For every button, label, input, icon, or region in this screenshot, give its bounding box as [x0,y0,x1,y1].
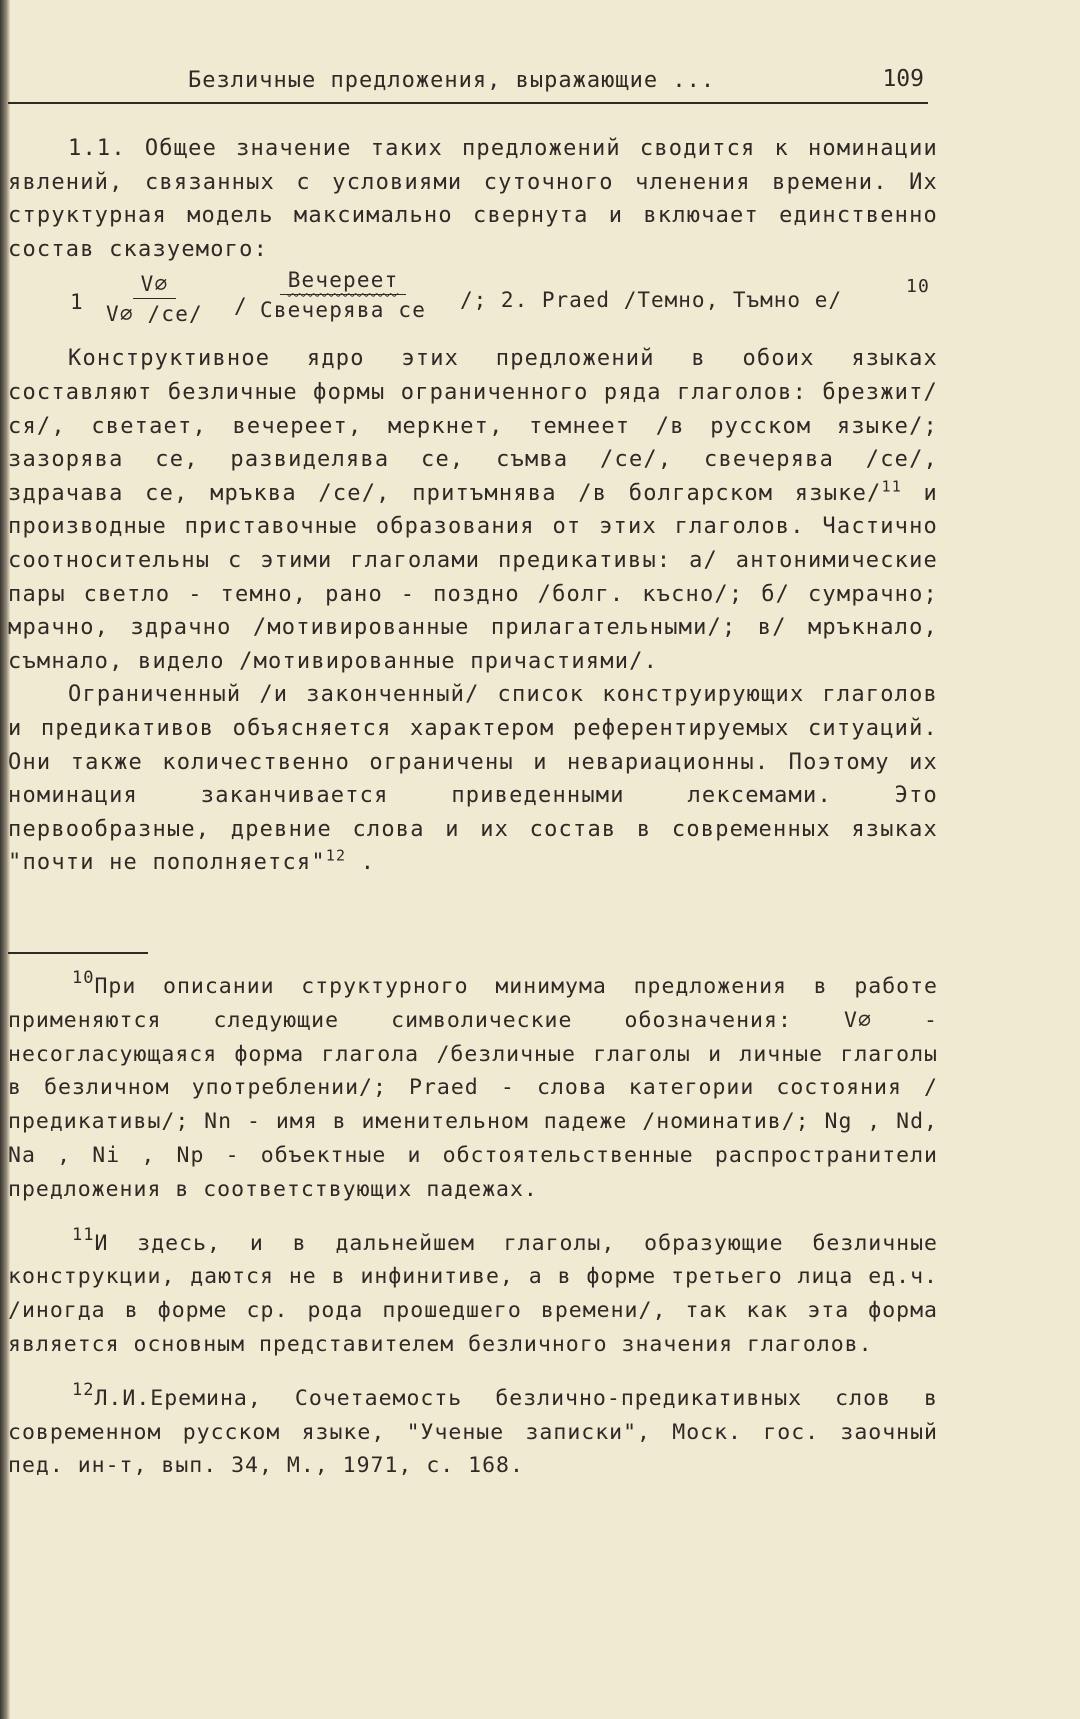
formula-continuation: /; 2. Praed /Темно, Тъмно е/ [460,288,843,313]
page-number: 109 [882,66,924,92]
formula-fraction-2 [252,268,434,323]
footnote-ref-10: 10 [906,276,931,298]
fraction-2-numerator: Вечереет [280,268,407,295]
footnote-10 [8,962,938,1207]
paragraph-2-text: Конструктивное ядро этих предложений в обоих языках составляют безличные формы ограниченного ряда глаголов: брезжит/ся/, светает, вечереет, меркнет, темнеет /в русском языке/; зазорява се, развиделява се, съмва /се/, свечерява /се/, здрачава се, мръква /се/, притъмнява /в болгарском языке/ [8,346,938,506]
paragraph-3-text: Ограниченный /и законченный/ список конструирующих глаголов и предикативов объясняется характером референтируемых ситуаций. Они также количественно ограничены и невариационны. Поэтому их номинация заканчивается приведенными лексемами. Это первообразные, древние слова и их состав в современных языках "почти не пополняется" [8,682,938,876]
footnote-12 [8,1374,938,1483]
formula-slash: / [234,294,248,319]
footnote-10-text: При описании структурного минимума предложения в работе применяются следующие символические обозначения: V∅ - несогласующаяся форма глагола /безличные глаголы и личные глаголы в безличном употреблении/; Praed - слова категории состояния /предикативы/; Nn - имя в именительном падеже /номинатив/; Ng , Nd, Na , Ni , Np - объектные и обстоятельственные распространители предложения в соответствующих падежах. [8,974,938,1202]
paragraph-2 [8,342,938,678]
footnote-separator [8,952,148,954]
formula-fraction-1 [98,272,211,327]
footnote-12-mark: 12 [72,1379,95,1400]
footnote-ref-12: 12 [325,846,347,865]
page-header [8,66,928,104]
fraction-1-denominator: V∅ /се/ [106,302,203,327]
fraction-1-numerator: V∅ [133,272,177,299]
footnote-12-text: Л.И.Еремина, Сочетаемость безлично-предикативных слов в современном русском языке, "Ученые записки", Моск. гос. заочный пед. ин-т, вып. 34, М., 1971, с. 168. [8,1385,938,1479]
footnote-11 [8,1219,938,1362]
paragraph-3 [8,678,938,880]
paragraph-1: 1.1. Общее значение таких предложений сводится к номинации явлений, связанных с условиями суточного членения времени. Их структурная модель максимально свернута и включает единственно состав сказуемого: [8,136,938,262]
main-text [8,132,938,880]
paragraph-2-continuation: и производные приставочные образования от этих глаголов. Частично соотносительны с этими глаголами предикативы: а/ антонимические пары светло - темно, рано - поздно /болг. късно/; б/ сумрачно; мрачно, здрачно /мотивированные прилагательными/; в/ мръкнало, съмнало, видело /мотивированные причастиями/. [8,480,939,674]
footnote-ref-11: 11 [881,477,902,496]
footnote-10-mark: 10 [72,968,95,988]
paragraph-3-end: . [346,850,376,876]
footnote-11-mark: 11 [72,1224,95,1245]
running-title: Безличные предложения, выражающие ... [188,68,716,93]
structural-formula [8,266,938,342]
fraction-2-denominator: Свечерява се [260,298,427,323]
formula-number: 1 [70,290,84,315]
footnote-11-text: И здесь, и в дальнейшем глаголы, образующие безличные конструкции, даются не в инфинитиве, а в форме третьего лица ед.ч. /иногда в форме ср. рода прошедшего времени/, так как эта форма является основным представителем безличного значения глаголов. [8,1230,938,1357]
footnotes [8,962,938,1495]
